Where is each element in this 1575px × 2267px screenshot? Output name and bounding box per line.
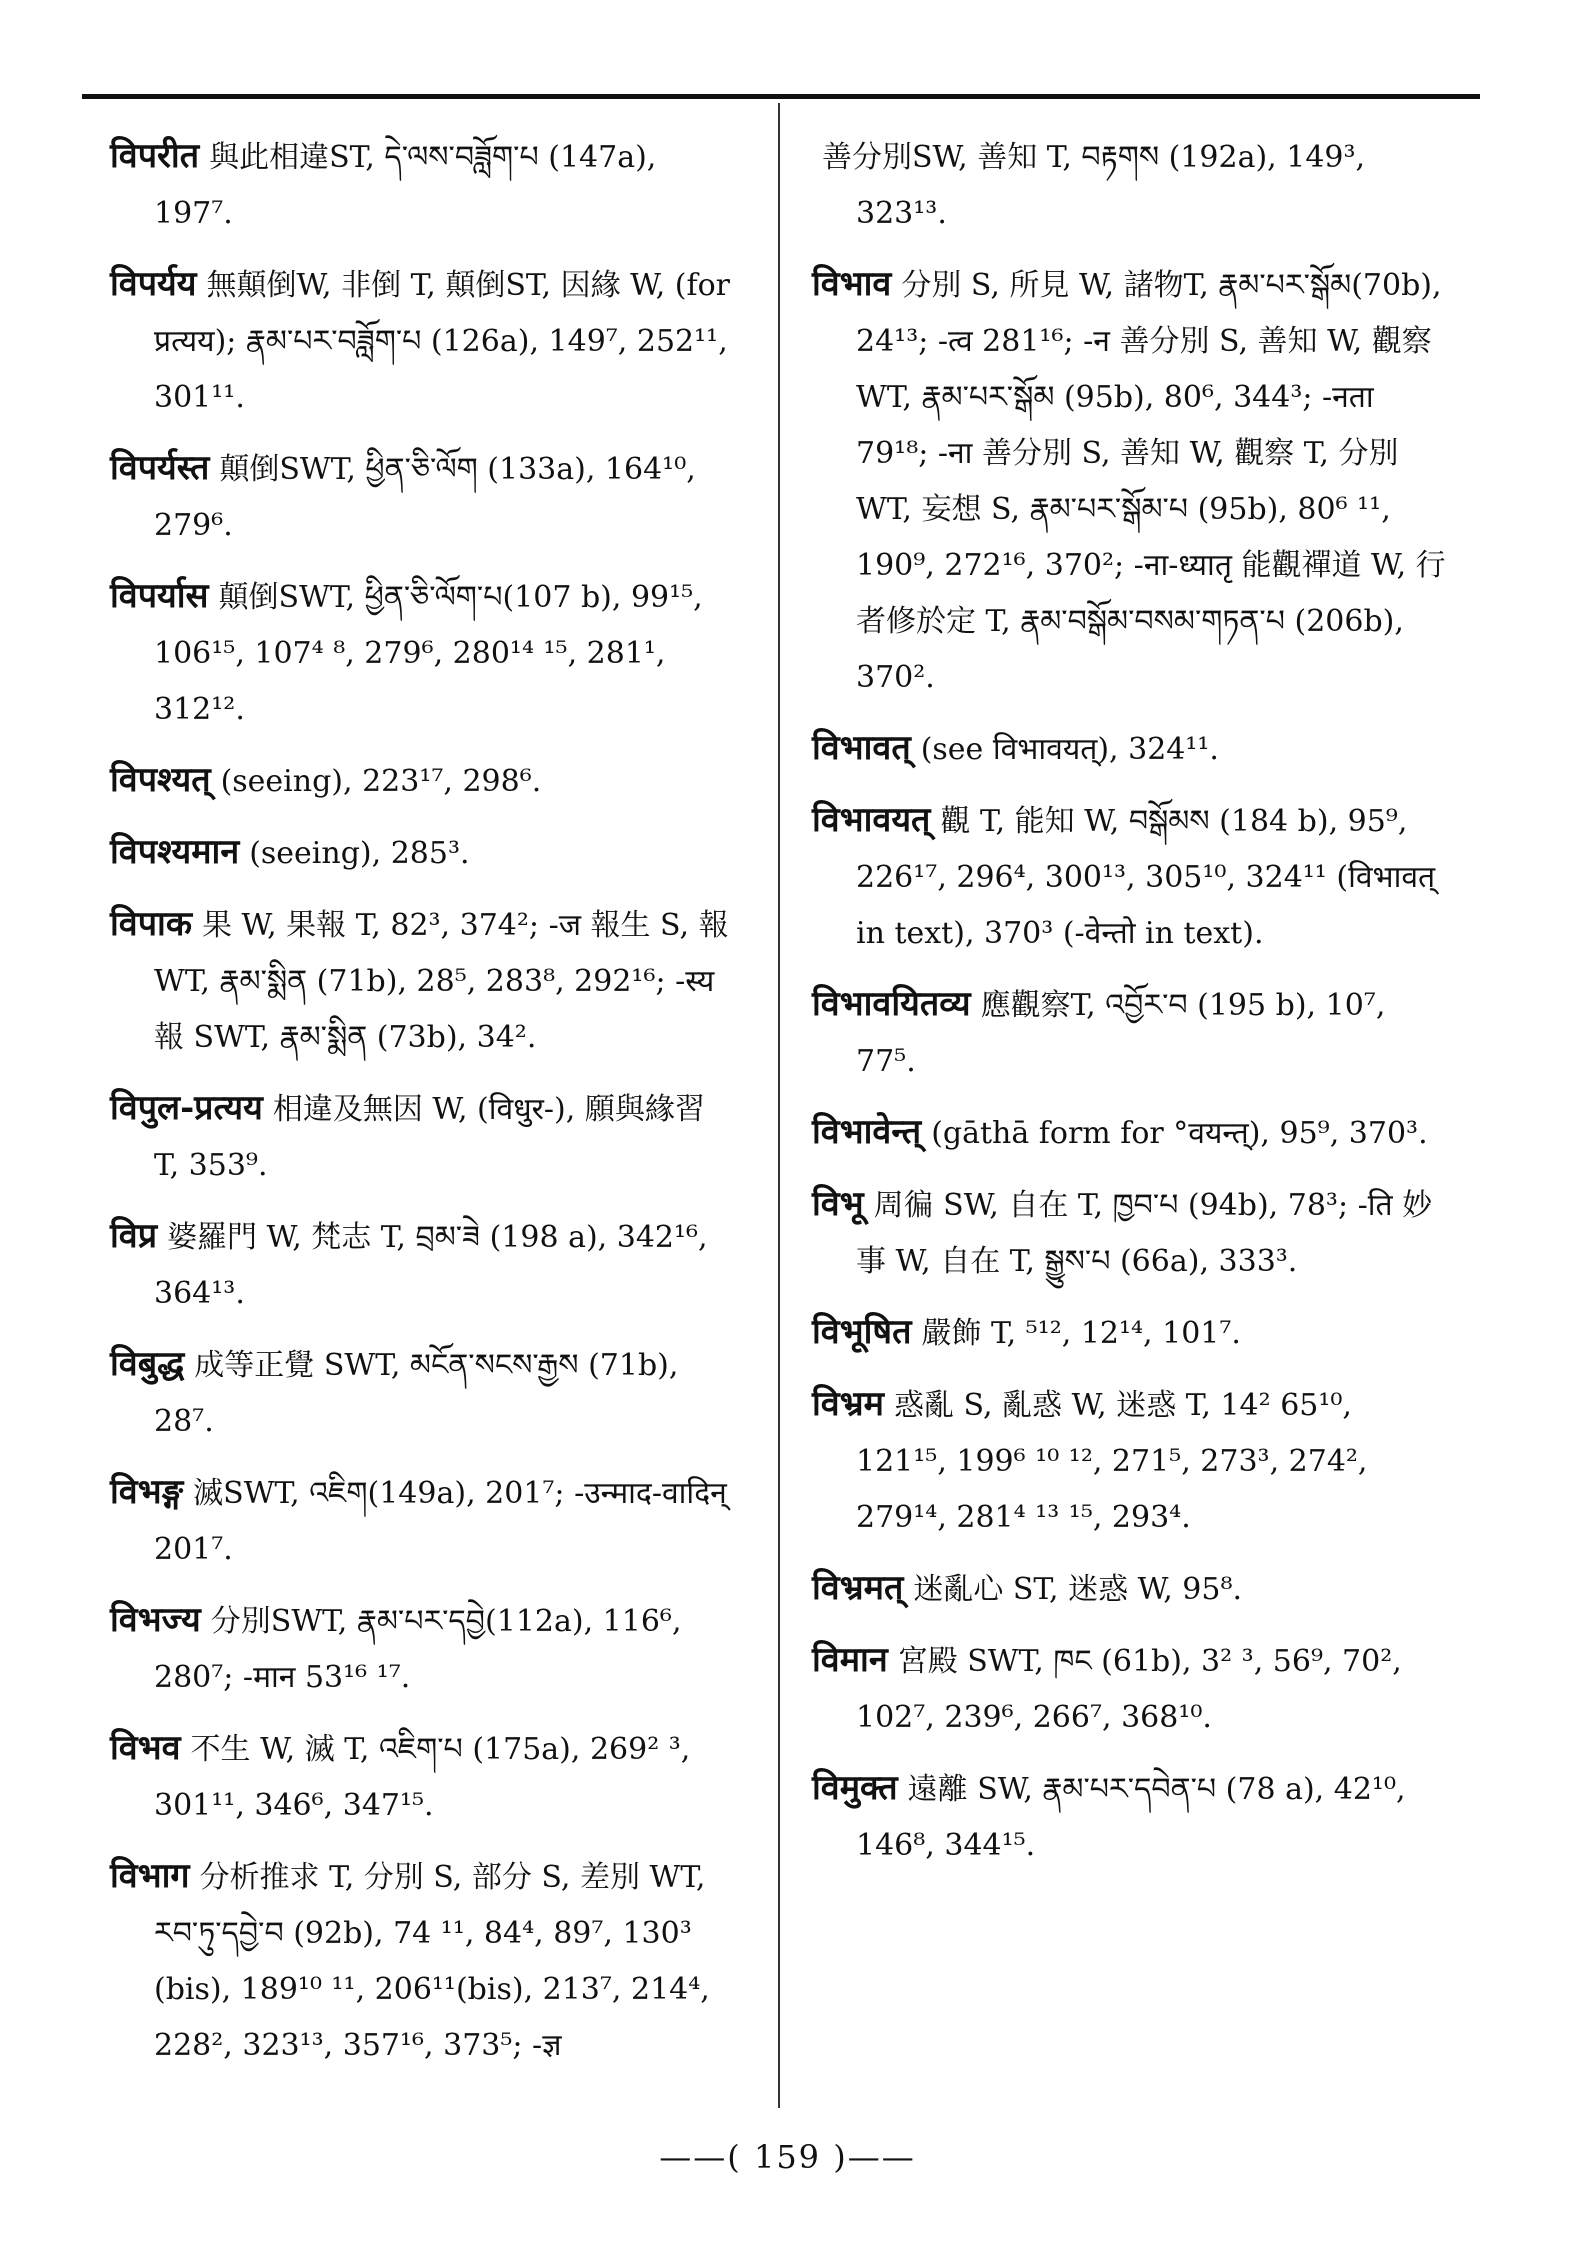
- dictionary-entry: [812, 1176, 1452, 1290]
- dictionary-entry: [812, 720, 1452, 778]
- entry-text: (seeing), 223¹⁷, 298⁶.: [220, 764, 542, 799]
- dictionary-entry: [110, 1464, 738, 1578]
- entry-text: 相違及無因 W, (विधुर-), 願與緣習 T, 353⁹.: [154, 1092, 705, 1183]
- entry-text: 宮殿 SWT, ཁང (61b), 3² ³, 56⁹, 70², 102⁷, 239⁶, 266⁷, 368¹⁰.: [856, 1644, 1402, 1735]
- headword: विभावयितव्य: [812, 984, 971, 1024]
- dictionary-entry: [110, 752, 738, 810]
- headword: विपर्यास: [110, 576, 209, 616]
- headword: विबुद्ध: [110, 1344, 185, 1384]
- footer-dash-left: ——(: [659, 2138, 742, 2176]
- dictionary-entry: [110, 1720, 738, 1834]
- dictionary-entry: [812, 1560, 1452, 1618]
- dictionary-entry: [110, 824, 738, 882]
- headword: विभूषित: [812, 1312, 912, 1352]
- headword: विभाग: [110, 1856, 190, 1896]
- headword: विप्र: [110, 1216, 158, 1256]
- headword: विभावयत्: [812, 800, 931, 840]
- entry-text: 不生 W, 滅 T, འཇིག་པ (175a), 269² ³, 301¹¹, 346⁶, 347¹⁵.: [154, 1732, 691, 1823]
- entry-text: 與此相違ST, དེ་ལས་བཟློག་པ (147a), 197⁷.: [154, 140, 657, 231]
- page-footer: [0, 2138, 1575, 2176]
- dictionary-entry: [110, 1208, 738, 1322]
- entry-text: 婆羅門 W, 梵志 T, བྲམ་ཟེ (198 a), 342¹⁶, 364¹³.: [154, 1220, 708, 1311]
- headword: विभ्रमत्: [812, 1568, 904, 1608]
- entry-text: (see विभावयत्), 324¹¹.: [920, 732, 1219, 767]
- headword: विपर्यय: [110, 264, 197, 304]
- entry-text: 分別SWT, རྣམ་པར་དབྱེ(112a), 116⁶, 280⁷; -मान 53¹⁶ ¹⁷.: [154, 1604, 682, 1695]
- dictionary-entry: [812, 792, 1452, 962]
- entry-text: (gāthā form for °वयन्त्), 95⁹, 370³.: [931, 1116, 1428, 1151]
- dictionary-entry: [812, 976, 1452, 1090]
- entry-text: (seeing), 285³.: [249, 836, 470, 871]
- entry-text: 果 W, 果報 T, 82³, 374²; -ज 報生 S, 報 WT, རྣམ་སྨིན (71b), 28⁵, 283⁸, 292¹⁶; -स्य 報 SWT, རྣམ་སྨིན (73b), 34².: [154, 908, 729, 1055]
- page-number: 159: [753, 2138, 822, 2176]
- headword: विपुल-प्रत्यय: [110, 1088, 263, 1128]
- top-rule: [82, 94, 1480, 99]
- entry-text: 周徧 SW, 自在 T, ཁྱབ་པ (94b), 78³; -ति 妙事 W, 自在 T, སྒྱུས་པ (66a), 333³.: [856, 1188, 1433, 1279]
- entry-text: 善分別SW, 善知 T, བརྟགས (192a), 149³, 323¹³.: [822, 140, 1366, 231]
- dictionary-entry: [110, 256, 738, 426]
- headword: विभज्य: [110, 1600, 201, 1640]
- dictionary-entry: [812, 1760, 1452, 1874]
- entry-text: 分別 S, 所見 W, 諸物T, རྣམ་པར་སྒོམ(70b), 24¹³; -त्व 281¹⁶; -न 善分別 S, 善知 W, 觀察 WT, རྣམ་པར་སྒོམ (95b), 80⁶, 344³; -नता 79¹⁸; -ना 善分別 S, 善知 W, 觀察 T, 分別 WT, 妄想 S, རྣམ་པར་སྒོམ་པ (95b), 80⁶ ¹¹, 190⁹, 272¹⁶, 370²; -ना-ध्यातृ 能觀禪道 W, 行者修於定 T, རྣམ་བསྒོམ་བསམ་གཏན་པ (206b), 370².: [856, 268, 1446, 695]
- dictionary-entry: [110, 128, 738, 242]
- dictionary-entry: [110, 1336, 738, 1450]
- headword: विभ्रम: [812, 1384, 884, 1424]
- footer-dash-right: )——: [833, 2138, 916, 2176]
- headword: विभाव: [812, 264, 892, 304]
- headword: विमान: [812, 1640, 888, 1680]
- dictionary-entry: [812, 1104, 1452, 1162]
- entry-text: 迷亂心 ST, 迷惑 W, 95⁸.: [913, 1572, 1243, 1607]
- headword: विभव: [110, 1728, 181, 1768]
- dictionary-entry: [110, 1080, 738, 1194]
- dictionary-entry: [110, 1592, 738, 1706]
- headword: विमुक्त: [812, 1768, 898, 1808]
- headword: विभङ्ग: [110, 1472, 184, 1512]
- dictionary-entry: [812, 1376, 1452, 1546]
- headword: विपाक: [110, 904, 192, 944]
- entry-text: 顛倒SWT, ཕྱིན་ཅི་ལོག (133a), 164¹⁰, 279⁶.: [154, 452, 696, 543]
- entry-text: 惑亂 S, 亂惑 W, 迷惑 T, 14² 65¹⁰, 121¹⁵, 199⁶ ¹⁰ ¹², 271⁵, 273³, 274², 279¹⁴, 281⁴ ¹³ ¹⁵, 293⁴.: [856, 1388, 1368, 1535]
- dictionary-entry-continued: [812, 128, 1452, 242]
- entry-text: 滅SWT, འཇིག(149a), 201⁷; -उन्माद-वादिन् 201⁷.: [154, 1476, 727, 1567]
- dictionary-entry: [110, 440, 738, 554]
- entry-text: 觀 T, 能知 W, བསྒོམས (184 b), 95⁹, 226¹⁷, 296⁴, 300¹³, 305¹⁰, 324¹¹ (विभावत् in text), 370³ (-वेन्तो in text).: [856, 804, 1436, 951]
- dictionary-entry: [812, 1632, 1452, 1746]
- dictionary-entry: [110, 1848, 738, 2074]
- dictionary-entry: [812, 1304, 1452, 1362]
- dictionary-entry: [110, 896, 738, 1066]
- headword: विपर्यस्त: [110, 448, 210, 488]
- headword: विभावेन्त्: [812, 1112, 922, 1152]
- entry-text: 成等正覺 SWT, མངོན་སངས་རྒྱས (71b), 28⁷.: [154, 1348, 679, 1439]
- entry-text: 無顛倒W, 非倒 T, 顛倒ST, 因緣 W, (for प्रत्यय); རྣམ་པར་བཟློག་པ (126a), 149⁷, 252¹¹, 301¹¹.: [154, 268, 730, 415]
- headword: विपश्यमान: [110, 832, 240, 872]
- dictionary-entry: [110, 568, 738, 738]
- headword: विपरीत: [110, 136, 200, 176]
- entry-text: 顛倒SWT, ཕྱིན་ཅི་ལོག་པ(107 b), 99¹⁵, 106¹⁵, 107⁴ ⁸, 279⁶, 280¹⁴ ¹⁵, 281¹, 312¹².: [154, 580, 703, 727]
- headword: विपश्यत्: [110, 760, 211, 800]
- headword: विभू: [812, 1184, 864, 1224]
- entry-text: 遠離 SW, རྣམ་པར་དབེན་པ (78 a), 42¹⁰, 146⁸, 344¹⁵.: [856, 1772, 1406, 1863]
- entry-text: 分析推求 T, 分別 S, 部分 S, 差別 WT, རབ་ཏུ་དབྱེ་བ (92b), 74 ¹¹, 84⁴, 89⁷, 130³ (bis), 189¹⁰ ¹¹, 206¹¹(bis), 213⁷, 214⁴, 228², 323¹³, 357¹⁶, 373⁵; -ज्ञ: [154, 1860, 710, 2063]
- entry-text: 應觀察T, འབྱོར་བ (195 b), 10⁷, 77⁵.: [856, 988, 1386, 1079]
- column-divider: [778, 103, 780, 2108]
- left-column: [110, 128, 738, 2088]
- dictionary-entry: [812, 256, 1452, 706]
- headword: विभावत्: [812, 728, 911, 768]
- right-column: [812, 128, 1452, 1888]
- entry-text: 嚴飾 T, ⁵¹², 12¹⁴, 101⁷.: [921, 1316, 1241, 1351]
